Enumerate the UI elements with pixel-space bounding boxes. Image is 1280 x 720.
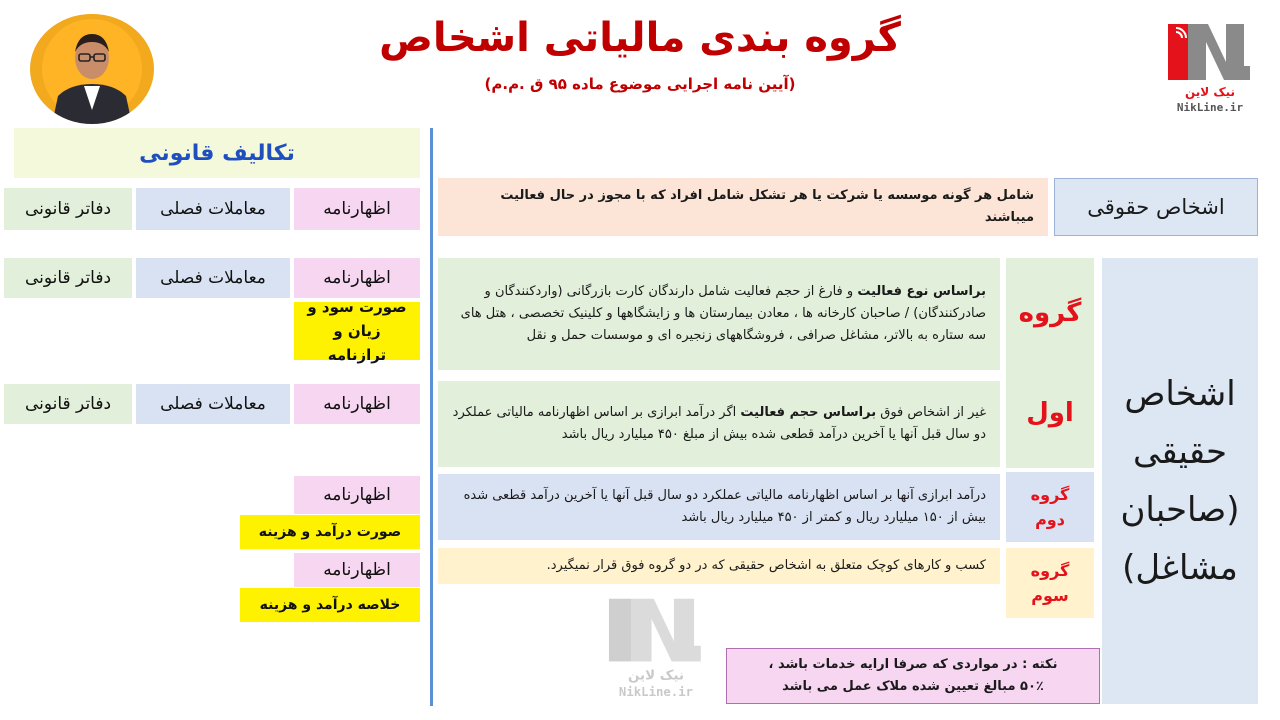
group3-description-text: کسب و کارهای کوچک متعلق به اشخاص حقیقی که در دو گروه فوق قرار نمیگیرد. [546,558,986,573]
group3-label-line2: سوم [1031,586,1069,605]
legal-person-description [438,178,1048,236]
legal-person-label: اشخاص حقوقی [1054,178,1258,236]
logo-brand-fa: نیک لاین [1184,85,1236,99]
note-line2: ۵۰٪ مبالغ تعیین شده ملاک عمل می باشد [782,679,1044,694]
page-title: گروه بندی مالیاتی اشخاص [379,15,901,61]
natural-person-line1: اشخاص [1124,374,1236,414]
group2-description-text: درآمد ابرازی آنها بر اساس اظهارنامه مالیاتی عملکرد دو سال قبل آنها یا آخرین درآمد قطعی شده بیش از ۱۵۰ میلیارد ریال و کمتر از ۴۵۰ میلیارد ریال باشد [463,488,986,525]
chip-income-expense-summary: خلاصه درآمد و هزینه [240,588,420,622]
group2-label-line2: دوم [1035,510,1065,529]
group3-label-line1: گروه [1030,561,1070,580]
group1-activity-volume-description [438,381,1000,467]
chip-legal-books: دفاتر قانونی [4,258,132,298]
note-line1: نکته : در مواردی که صرفا ارایه خدمات باشد ، [768,657,1058,672]
person-icon [30,14,154,124]
group1-label-line1: گروه [1018,298,1082,328]
natural-person-label [1102,258,1258,704]
chip-profit-loss-balance-sheet: صورت سود و زیان و ترازنامه [294,302,420,360]
group1-label-line2: اول [1026,398,1074,428]
group3-label [1006,548,1094,618]
chip-tax-return: اظهارنامه [294,553,420,587]
group1-activity-volume-text: اگر درآمد ابرازی بر اساس اظهارنامه مالیاتی عملکرد دو سال قبل آنها یا آخرین درآمد قطعی شده بیش از مبلغ ۴۵۰ میلیارد ریال باشد [452,405,986,442]
legal-person-description-text: شامل هر گونه موسسه یا شرکت یا هر تشکل شامل افراد که با مجوز در حال فعالیت میباشند [500,188,1034,225]
group1-activity-type-description [438,258,1000,370]
chip-tax-return: اظهارنامه [294,384,420,424]
nikline-logo [1160,18,1260,118]
group1-activity-volume-pre: غیر از اشخاص فوق [876,405,986,420]
logo-brand-en: NikLine.ir [1176,101,1244,114]
note-box [726,648,1100,704]
column-divider [430,128,433,706]
chip-legal-books: دفاتر قانونی [4,188,132,230]
group3-description [438,548,1000,584]
chip-seasonal-transactions: معاملات فصلی [136,258,290,298]
group1-activity-type-text: و فارغ از حجم فعالیت شامل دارندگان کارت بازرگانی (واردکنندگان و صادرکنندگان) / صاحبان کارخانه ها ، معادن بیمارستان ها و زایشگاهها و کلینیک تخصصی ، هتل های سه ستاره به بالاتر، مشاغل صرافی ، فروشگاههای زنجیره ای و موسسات حمل و نقل [460,284,986,343]
natural-person-line2: حقیقی [1133,432,1228,472]
watermark-brand-en: NikLine.ir [618,685,694,700]
group2-label [1006,472,1094,542]
natural-person-line4: مشاغل) [1122,548,1238,588]
group1-label [1006,258,1094,468]
chip-income-expense-statement: صورت درآمد و هزینه [240,515,420,549]
chip-tax-return: اظهارنامه [294,258,420,298]
group1-activity-type-bold: براساس نوع فعالیت [857,284,986,299]
natural-person-line3: (صاحبان [1120,490,1240,530]
chip-legal-books: دفاتر قانونی [4,384,132,424]
watermark-brand-fa: نیک لاین [627,668,685,684]
chip-seasonal-transactions: معاملات فصلی [136,188,290,230]
group2-description [438,474,1000,540]
group1-activity-volume-bold: براساس حجم فعالیت [740,405,877,420]
page-subtitle: (آیین نامه اجرایی موضوع ماده ۹۵ ق .م.م) [484,75,796,93]
legal-obligations-title: تکالیف قانونی [14,128,420,178]
chip-tax-return: اظهارنامه [294,476,420,514]
presenter-avatar [30,14,154,124]
group2-label-line1: گروه [1030,485,1070,504]
chip-tax-return: اظهارنامه [294,188,420,230]
chip-seasonal-transactions: معاملات فصلی [136,384,290,424]
nikline-watermark-logo [600,592,712,704]
